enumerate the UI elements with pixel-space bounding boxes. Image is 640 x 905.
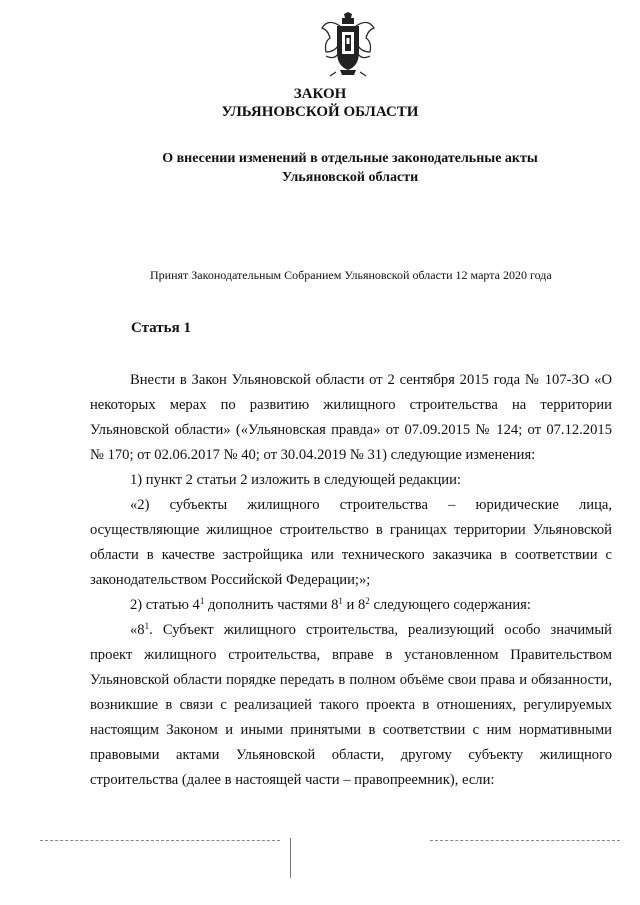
- law-subtitle: [100, 149, 600, 187]
- paragraph-item-1: 1) пункт 2 статьи 2 изложить в следующей редакции:: [130, 472, 461, 488]
- adoption-note: Принят Законодательным Собранием Ульяновской области 12 марта 2020 года: [150, 268, 552, 282]
- paragraph-intro: Внести в Закон Ульяновской области от 2 сентября 2015 года № 107-ЗО «О некоторых мерах по развитию жилищного строительства на территории Ульяновской области» («Ульяновская правда» от 07.09.2015 № 124; от 07.12.2015 № 170; от 02.06.2017 № 40; от 30.04.2019 № 31) следующие изменения:: [90, 372, 612, 463]
- scan-artifact-line-left: [40, 840, 280, 841]
- scan-artifact-line-right: [430, 840, 620, 841]
- subtitle-line-2: Ульяновской области: [281, 170, 419, 185]
- law-title: ЗАКОН: [293, 86, 347, 102]
- subtitle-line-1: О внесении изменений в отдельные законодательные акты: [162, 151, 538, 166]
- paragraph-item-1-text: «2) субъекты жилищного строительства – юридические лица, осуществляющие жилищное строительство в границах территории Ульяновской области в качестве застройщика или технического заказчика в соответствии с законодательством Российской Федерации;»;: [90, 497, 612, 588]
- article-body: [90, 368, 612, 793]
- paragraph-item-2: 2) статью $4^1$ дополнить частями $8^1$ и $8^2$ следующего содержания:: [130, 596, 531, 613]
- paragraph-part-8-1: «$8^1$. Субъект жилищного строительства, реализующий особо значимый проект жилищного строительства, вправе в установленном Правительством Ульяновской области порядке передать в полном объёме свои права и обязанности, возникшие в связи с реализацией такого проекта в отношениях, регулируемых настоящим Законом и иными принятыми в соответствии с ним нормативными правовыми актами Ульяновской области, другому субъекту жилищного строительства (далее в настоящей части – правопреемник), если:: [90, 621, 612, 788]
- region-title: УЛЬЯНОВСКОЙ ОБЛАСТИ: [221, 104, 419, 120]
- article-heading: Статья 1: [131, 320, 191, 336]
- coat-of-arms-emblem: [318, 12, 378, 78]
- scan-artifact-vertical: [290, 838, 291, 878]
